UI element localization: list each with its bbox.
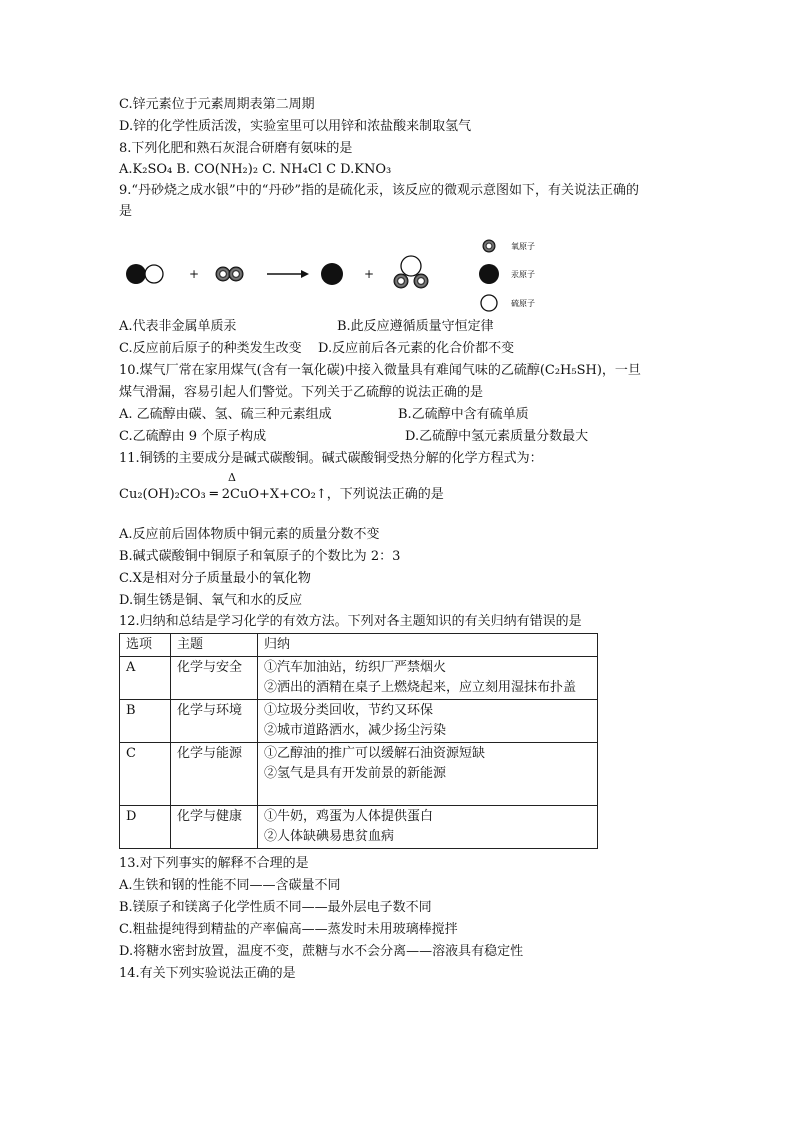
summary-item: ②人体缺碘易患贫血病	[264, 829, 395, 844]
question-11: 11.铜锈的主要成分是碱式碳酸铜。碱式碳酸铜受热分解的化学方程式为：	[119, 451, 543, 466]
q10-option-c: C.乙硫醇由 9 个原子构成	[119, 429, 267, 444]
row-topic: 化学与安全	[171, 657, 258, 700]
reaction-arrow	[267, 270, 309, 278]
row-summary	[258, 700, 598, 743]
table-header-row	[120, 634, 598, 657]
q11-option-a: A.反应前后固体物质中铜元素的质量分数不变	[119, 527, 380, 542]
question-10-cont: 煤气滑漏，容易引起人们警觉。下列关于乙硫醇的说法正确的是	[119, 385, 484, 400]
q9-option-d: D.反应前后各元素的化合价都不变	[318, 341, 515, 356]
q13-option-a: A.生铁和钢的性能不同——含碳量不同	[119, 878, 341, 893]
option-line: D.锌的化学性质活泼，实验室里可以用锌和浓盐酸来制取氢气	[119, 119, 472, 134]
q13-option-d: D.将糖水密封放置，温度不变，蔗糖与水不会分离——溶液具有稳定性	[119, 944, 524, 959]
row-option: B	[120, 700, 171, 743]
q11-option-c: C.X是相对分子质量最小的氧化物	[119, 571, 311, 586]
question-13: 13.对下列事实的解释不合理的是	[119, 856, 309, 871]
header-summary: 归纳	[258, 634, 598, 657]
oxygen-molecule	[216, 267, 243, 281]
summary-item: ①牛奶，鸡蛋为人体提供蛋白	[264, 809, 434, 824]
question-12: 12.归纳和总结是学习化学的有效方法。下列对各主题知识的有关归纳有错误的是	[119, 614, 582, 629]
question-9-cont: 是	[119, 204, 133, 219]
row-summary	[258, 657, 598, 700]
row-summary	[258, 743, 598, 806]
summary-item: ①乙醇油的推广可以缓解石油资源短缺	[264, 746, 486, 761]
q11-option-d: D.铜生锈是铜、氧气和水的反应	[119, 593, 303, 608]
question-10: 10.煤气厂常在家用煤气(含有一氧化碳)中接入微量具有难闻气味的乙硫醇(C₂H₅SH)，一旦	[119, 363, 641, 378]
summary-item: ①垃圾分类回收，节约又环保	[264, 703, 434, 718]
q10-option-a: A. 乙硫醇由碳、氢、硫三种元素组成	[119, 407, 332, 422]
q9-option-c: C.反应前后原子的种类发生改变	[119, 341, 302, 356]
plus-sign: +	[189, 267, 200, 281]
row-topic: 化学与健康	[171, 806, 258, 849]
q13-option-c: C.粗盐提纯得到精盐的产率偏高——蒸发时未用玻璃棒搅拌	[119, 922, 458, 937]
summary-item: ②城市道路洒水，减少扬尘污染	[264, 723, 447, 738]
oxygen-atom-icon	[483, 240, 495, 252]
reaction-micro-diagram	[119, 232, 599, 316]
table-row	[120, 743, 598, 806]
q13-option-b: B.镁原子和镁离子化学性质不同——最外层电子数不同	[119, 900, 432, 915]
summary-item: ②氢气是具有开发前景的新能源	[264, 766, 447, 781]
sulfur-atom-icon	[481, 295, 497, 311]
heat-symbol: Δ	[228, 471, 236, 484]
legend-mercury: 汞原子	[511, 270, 535, 279]
summary-item: ①汽车加油站，纺织厂严禁烟火	[264, 660, 447, 675]
legend	[479, 240, 535, 311]
summary-table	[119, 633, 598, 849]
header-topic: 主题	[171, 634, 258, 657]
table-row	[120, 700, 598, 743]
table-row	[120, 657, 598, 700]
mercury-atom	[321, 263, 343, 285]
q11-equation: Cu₂(OH)₂CO₃ ═ 2CuO+X+CO₂↑，下列说法正确的是	[119, 487, 444, 502]
row-option: D	[120, 806, 171, 849]
legend-sulfur: 硫原子	[511, 299, 535, 308]
summary-item: ②洒出的酒精在桌子上燃烧起来，应立刻用湿抹布扑盖	[264, 680, 577, 695]
table-row	[120, 806, 598, 849]
row-topic: 化学与环境	[171, 700, 258, 743]
question-8-options: A.K₂SO₄ B. CO(NH₂)₂ C. NH₄Cl C D.KNO₃	[119, 162, 392, 177]
q10-option-d: D.乙硫醇中氢元素质量分数最大	[405, 429, 589, 444]
question-9: 9.“丹砂烧之成水银”中的“丹砂”指的是硫化汞，该反应的微观示意图如下，有关说法正确的	[119, 183, 639, 198]
row-option: A	[120, 657, 171, 700]
row-summary	[258, 806, 598, 849]
q9-option-a: A.代表非金属单质汞	[119, 319, 237, 334]
q10-option-b: B.乙硫醇中含有硫单质	[398, 407, 529, 422]
mercury-atom-icon	[479, 264, 499, 284]
row-option: C	[120, 743, 171, 806]
row-topic: 化学与能源	[171, 743, 258, 806]
mercury-sulfide-molecule	[126, 264, 163, 284]
question-8: 8.下列化肥和熟石灰混合研磨有氨味的是	[119, 141, 353, 156]
header-option: 选项	[120, 634, 171, 657]
question-14: 14.有关下列实验说法正确的是	[119, 966, 296, 981]
q11-option-b: B.碱式碳酸铜中铜原子和氧原子的个数比为 2：3	[119, 549, 401, 564]
option-line: C.锌元素位于元素周期表第二周期	[119, 97, 315, 112]
q9-option-b: B.此反应遵循质量守恒定律	[337, 319, 494, 334]
legend-oxygen: 氧原子	[511, 242, 535, 251]
plus-sign: +	[364, 267, 375, 281]
sulfur-dioxide-molecule	[394, 256, 428, 288]
